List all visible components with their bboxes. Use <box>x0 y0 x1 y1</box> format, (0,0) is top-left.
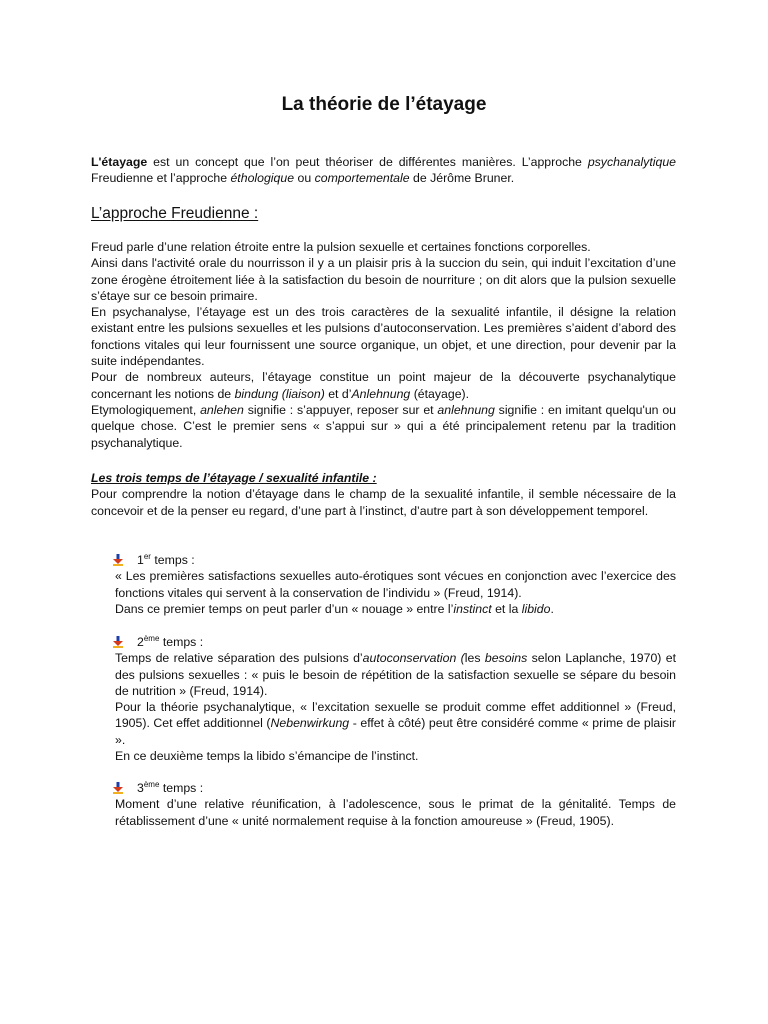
paragraph: Temps de relative séparation des pulsions d’autoconservation (les besoins selon Laplanche, 1970) et des pulsions sexuelles : « puis le besoin de répétition de la satisfaction sexuelle se sépare du besoin de nutrition » (Freud, 1914). <box>115 651 676 698</box>
arrow-bullet-icon <box>112 782 124 794</box>
paragraph: Dans ce premier temps on peut parler d’un « nouage » entre l’instinct et la libido. <box>115 601 554 616</box>
paragraph: En ce deuxième temps la libido s’émancipe de l’instinct. <box>115 749 419 764</box>
paragraph: Pour la théorie psychanalytique, « l’excitation sexuelle se produit comme effet additionnel » (Freud, 1905). Cet effet additionnel (Nebenwirkung - effet à côté) peut être considéré comme « prime de plaisir ». <box>115 700 676 747</box>
temps-label: 1er temps : <box>137 552 195 567</box>
paragraph: Freud parle d’une relation étroite entre la pulsion sexuelle et certaines fonctions corporelles. <box>91 240 591 254</box>
paragraph: Etymologiquement, anlehen signifie : s’appuyer, reposer sur et anlehnung signifie : en imitant quelqu'un ou quelque chose. C’est le premier sens « s’appui sur » qui a été principalement retenu par la tradition psychanalytique. <box>91 402 676 450</box>
temps-label: 3ème temps : <box>137 780 204 795</box>
paragraph: En psychanalyse, l’étayage est un des trois caractères de la sexualité infantile, il désigne la relation existant entre les pulsions sexuelles et les pulsions d’autoconservation. Les premières s’aident d’abord des fonctions vitales qui leur fournissent une source organique, un objet, et une direction, pour devenir par la suite indépendantes. <box>91 305 676 369</box>
page-title: La théorie de l’étayage <box>281 94 487 115</box>
temps-label: 2ème temps : <box>137 634 204 649</box>
paragraph: Pour comprendre la notion d’étayage dans le champ de la sexualité infantile, il semble nécessaire de la concevoir et de la penser eu regard, d’une part à l’instinct, d’autre part à son développement temporel. <box>91 487 676 518</box>
arrow-bullet-icon <box>112 554 124 566</box>
list-item-temps-3 <box>115 780 676 829</box>
section-trois-temps <box>91 470 676 519</box>
paragraph: Moment d’une relative réunification, à l’adolescence, sous le primat de la génitalité. Temps de rétablissement d’une « unité normalement requise à la fonction amoureuse » (Freud, 1905). <box>115 797 676 828</box>
arrow-bullet-icon <box>112 636 124 648</box>
paragraph: « Les premières satisfactions sexuelles auto-érotiques sont vécues en conjonction avec l’exercice des fonctions vitales qui servent à la conservation de l’individu » (Freud, 1914). <box>115 569 676 600</box>
paragraph: Ainsi dans l'activité orale du nourrisson il y a un plaisir pris à la succion du sein, qui induit l’excitation d’une zone érogène étroitement liée à la satisfaction du besoin de nourriture ; on dit alors que la pulsion sexuelle s’étaye sur ce besoin primaire. <box>91 256 676 303</box>
section-heading-trois-temps: Les trois temps de l’étayage / sexualité infantile : <box>91 471 377 485</box>
intro-paragraph: L'étayage est un concept que l’on peut théoriser de différentes manières. L’approche psychanalytique Freudienne et l’approche éthologique ou comportementale de Jérôme Bruner. <box>91 155 676 186</box>
list-item-temps-2 <box>115 634 676 764</box>
list-item-temps-1 <box>115 552 676 617</box>
section-heading-freudienne: L’approche Freudienne : <box>91 205 259 222</box>
section-freudienne-body <box>91 239 676 451</box>
paragraph: Pour de nombreux auteurs, l’étayage constitue un point majeur de la découverte psychanalytique concernant les notions de bindung (liaison) et d’Anlehnung (étayage). <box>91 370 676 401</box>
intro-term: L'étayage <box>91 155 148 169</box>
